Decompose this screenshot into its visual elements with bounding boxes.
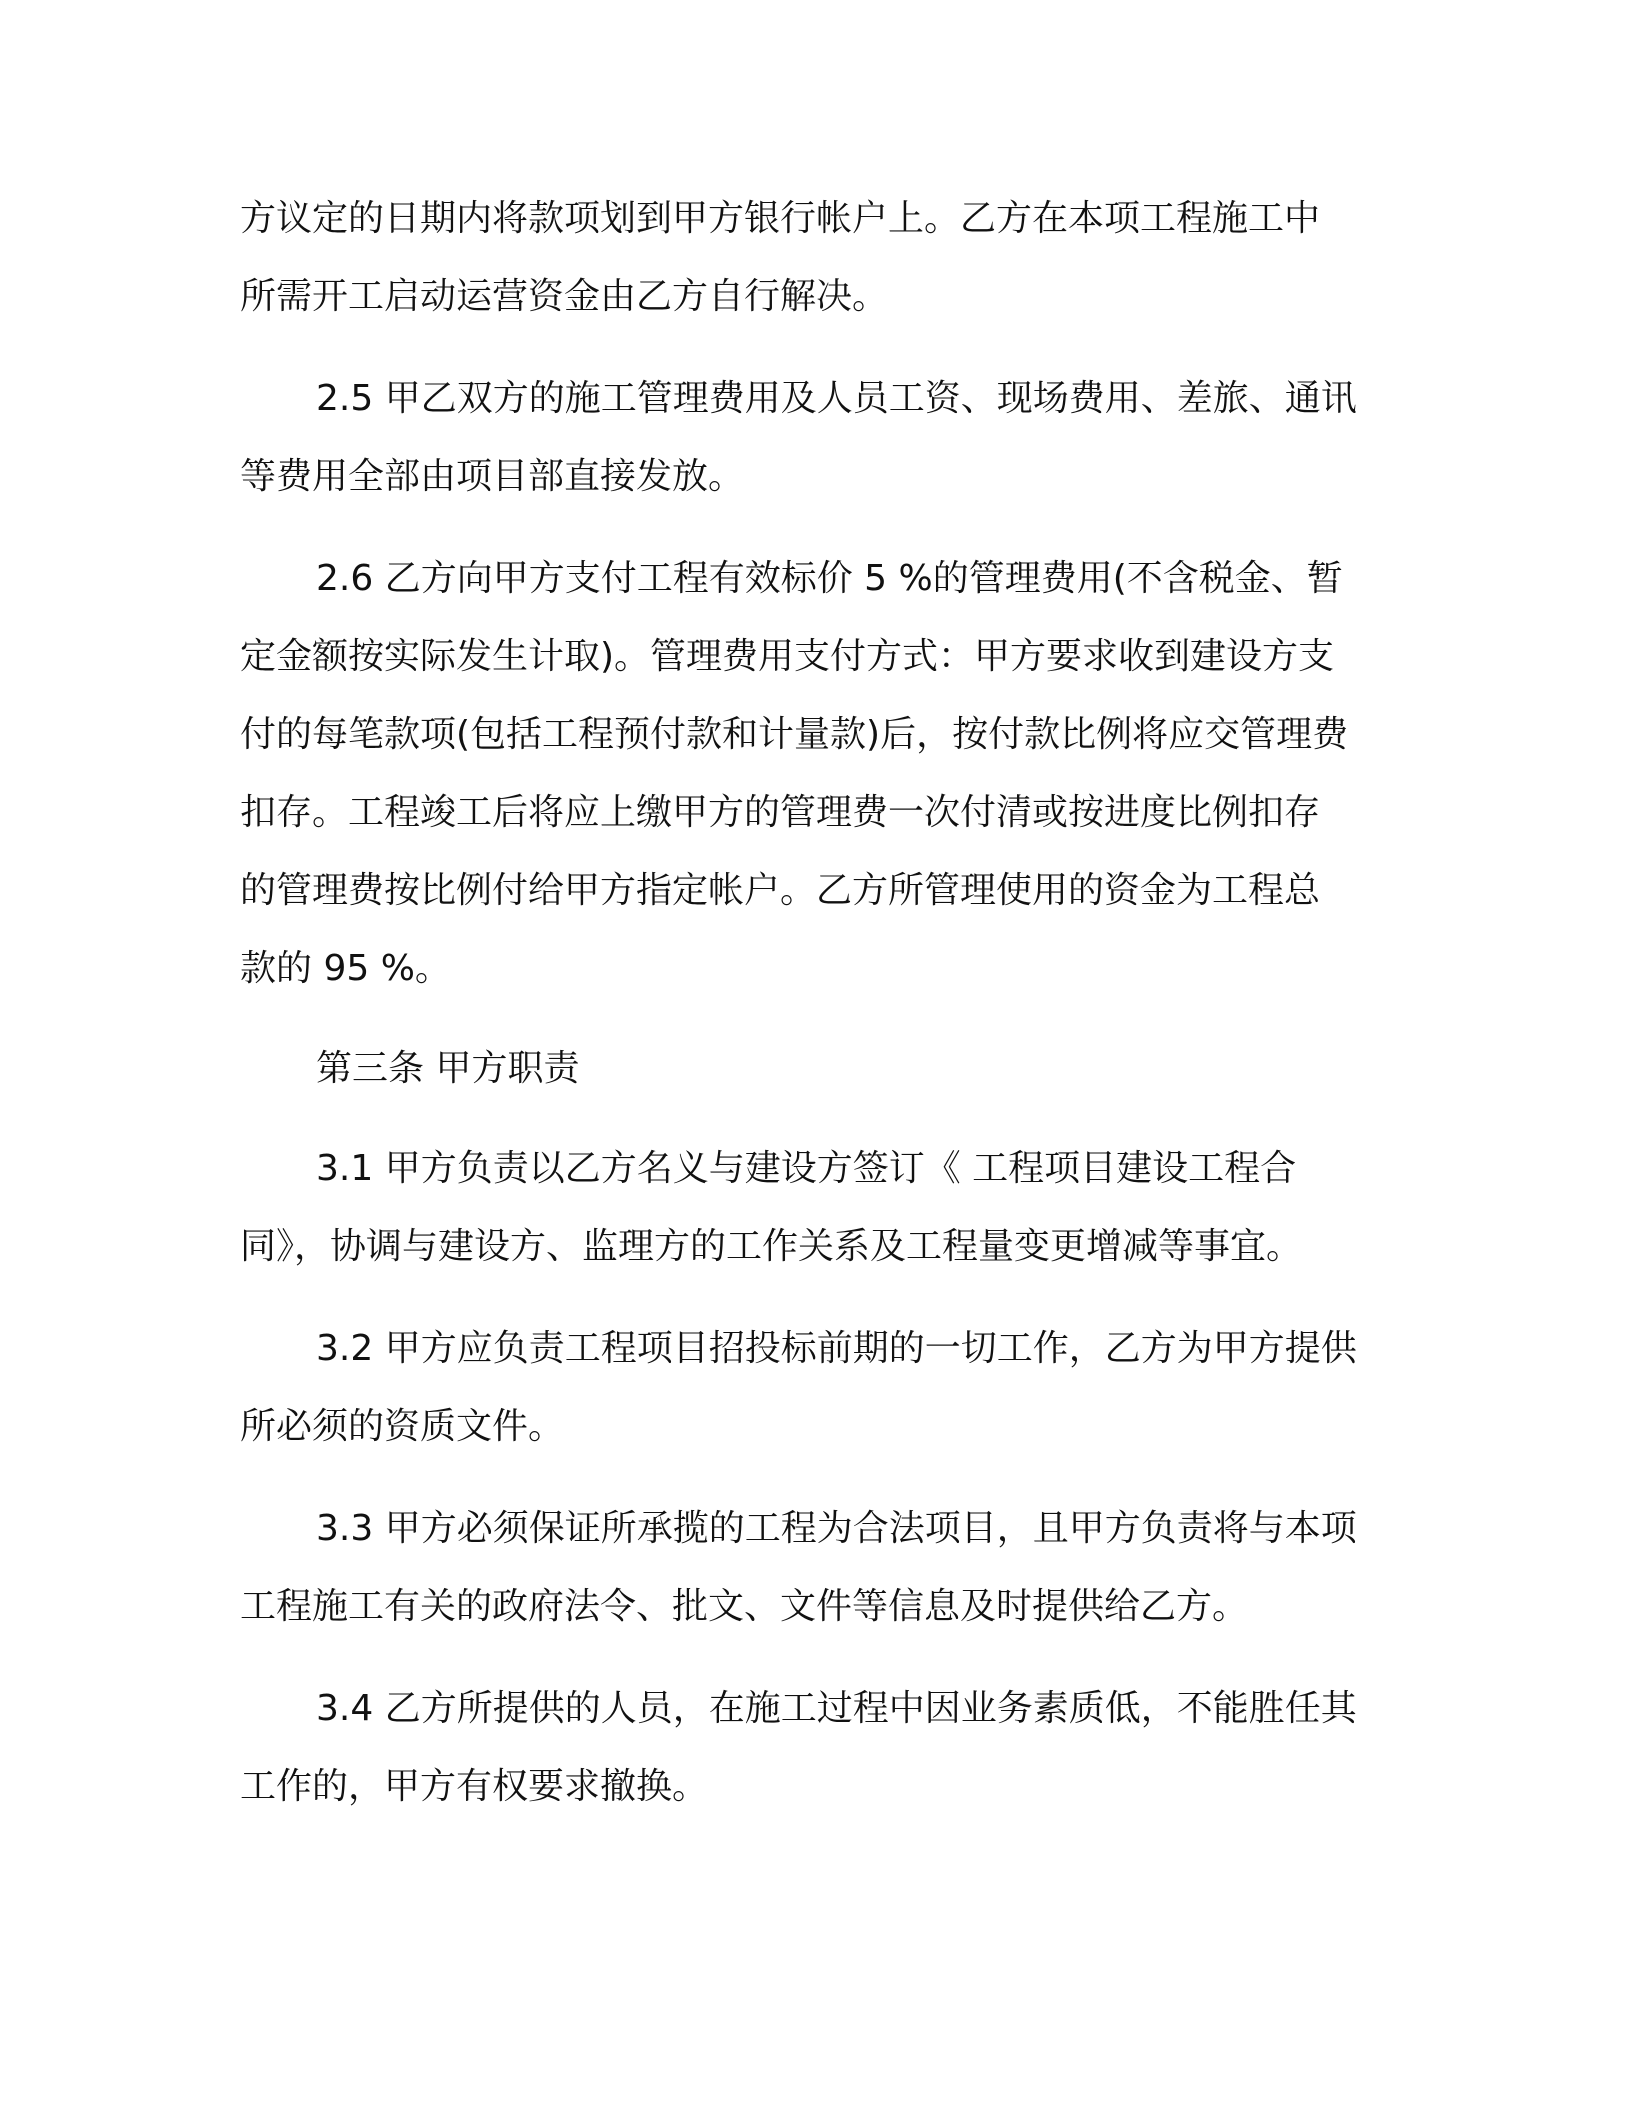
- text-line: 3.3 甲方必须保证所承揽的工程为合法项目，且甲方负责将与本项: [316, 1508, 1357, 1549]
- paragraph-2-5: [240, 360, 1400, 516]
- text-line: 付的每笔款项(包括工程预付款和计量款)后，按付款比例将应交管理费: [240, 714, 1349, 755]
- text-line: 同》，协调与建设方、监理方的工作关系及工程量变更增减等事宜。: [240, 1226, 1303, 1267]
- text-line: 3.2 甲方应负责工程项目招投标前期的一切工作，乙方为甲方提供: [316, 1328, 1357, 1369]
- paragraph-3-4: [240, 1670, 1400, 1826]
- text-line: 所需开工启动运营资金由乙方自行解决。: [240, 276, 889, 317]
- text-line: 定金额按实际发生计取)。管理费用支付方式：甲方要求收到建设方支: [240, 636, 1335, 677]
- text-line: 款的 95 %。: [240, 948, 451, 989]
- text-line: 方议定的日期内将款项划到甲方银行帐户上。乙方在本项工程施工中: [240, 198, 1321, 239]
- section-heading: 第三条 甲方职责: [316, 1048, 580, 1089]
- section-heading-article-3: [240, 1030, 1400, 1108]
- text-line: 等费用全部由项目部直接发放。: [240, 456, 745, 497]
- text-line: 工作的，甲方有权要求撤换。: [240, 1766, 709, 1807]
- text-line: 工程施工有关的政府法令、批文、文件等信息及时提供给乙方。: [240, 1586, 1249, 1627]
- paragraph-2-4-continued: [240, 180, 1400, 336]
- paragraph-3-2: [240, 1310, 1400, 1466]
- text-line: 3.4 乙方所提供的人员，在施工过程中因业务素质低，不能胜任其: [316, 1688, 1357, 1729]
- text-line: 扣存。工程竣工后将应上缴甲方的管理费一次付清或按进度比例扣存: [240, 792, 1321, 833]
- text-line: 2.6 乙方向甲方支付工程有效标价 5 %的管理费用(不含税金、暂: [316, 558, 1343, 599]
- text-line: 2.5 甲乙双方的施工管理费用及人员工资、现场费用、差旅、通讯: [316, 378, 1357, 419]
- text-line: 3.1 甲方负责以乙方名义与建设方签订《 工程项目建设工程合: [316, 1148, 1297, 1189]
- paragraph-2-6: [240, 540, 1400, 1008]
- text-line: 的管理费按比例付给甲方指定帐户。乙方所管理使用的资金为工程总: [240, 870, 1321, 911]
- text-line: 所必须的资质文件。: [240, 1406, 565, 1447]
- paragraph-3-1: [240, 1130, 1400, 1286]
- paragraph-3-3: [240, 1490, 1400, 1646]
